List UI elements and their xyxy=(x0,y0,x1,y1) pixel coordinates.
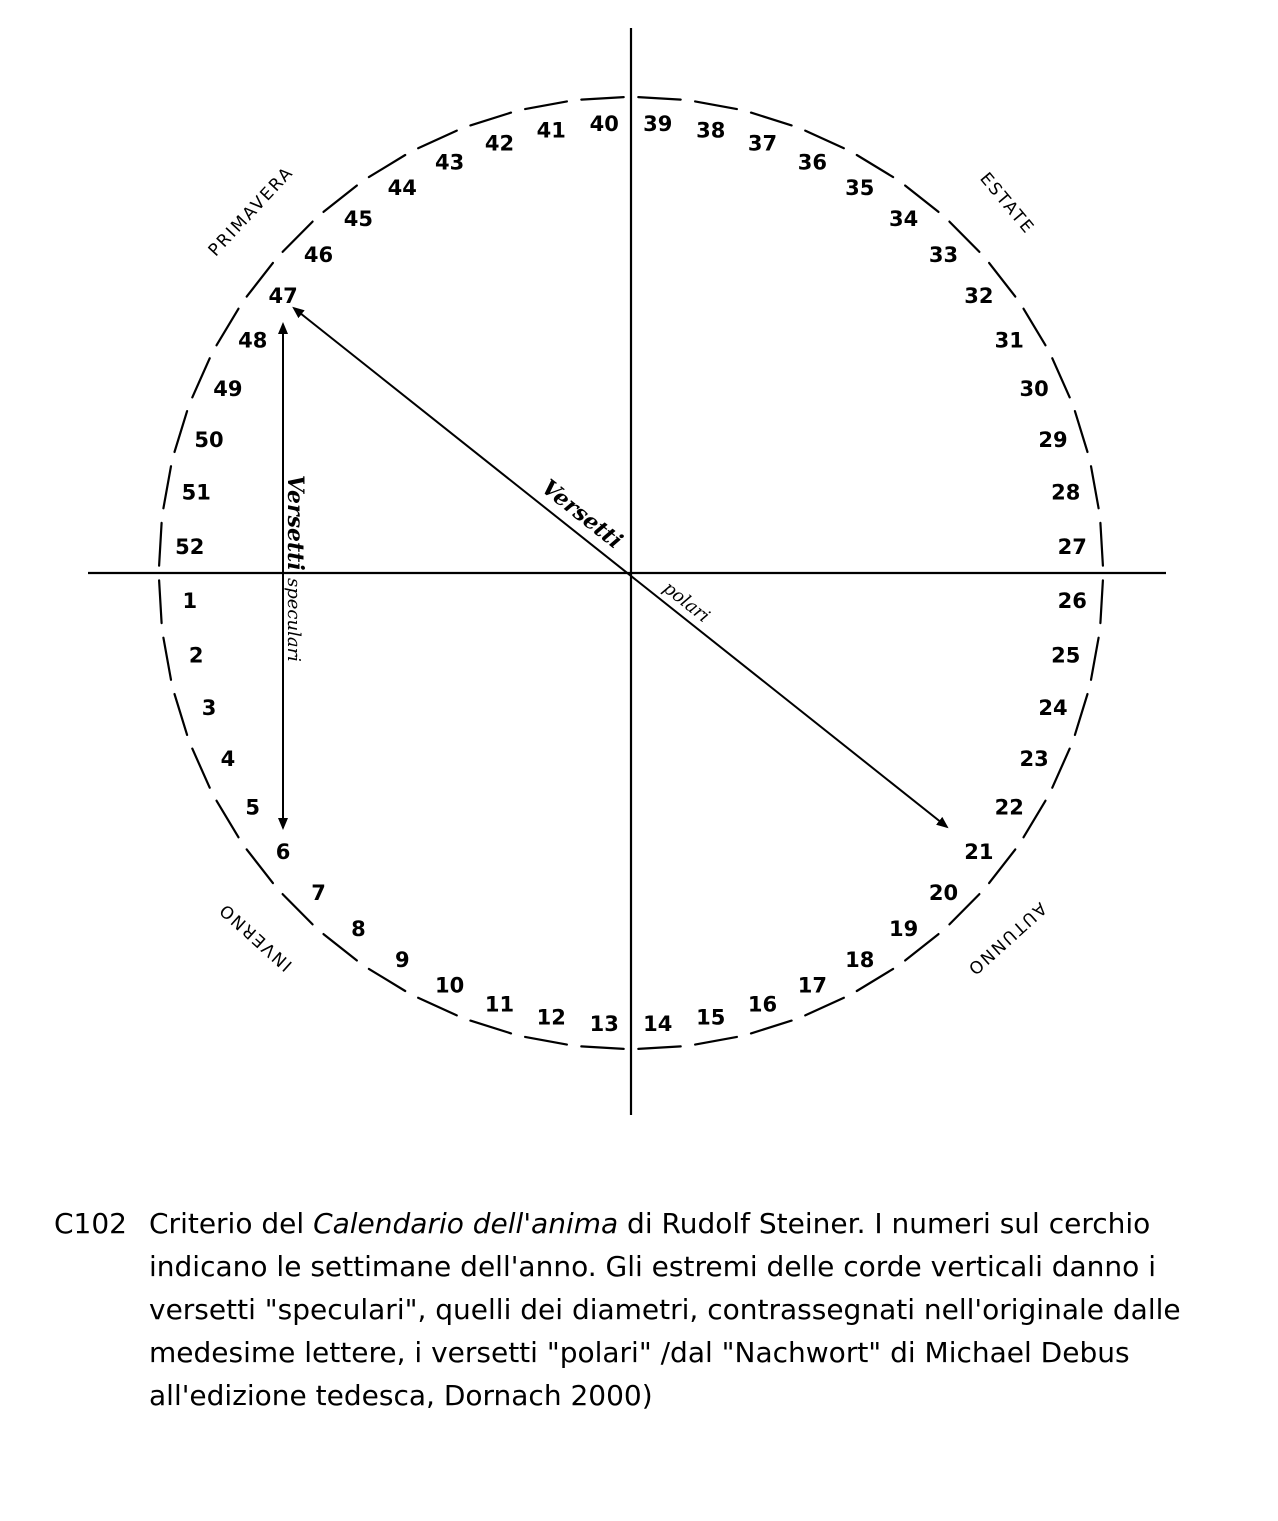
week-dash xyxy=(163,638,171,680)
week-number-18: 18 xyxy=(845,948,875,972)
week-dash xyxy=(1091,466,1099,508)
week-dash xyxy=(159,523,162,566)
week-number-27: 27 xyxy=(1057,534,1087,559)
week-dash xyxy=(470,1021,511,1034)
week-number-12: 12 xyxy=(536,1005,566,1030)
week-number-14: 14 xyxy=(643,1012,673,1037)
week-dash xyxy=(581,97,623,100)
week-number-23: 23 xyxy=(1019,747,1049,772)
week-number-25: 25 xyxy=(1051,643,1081,668)
week-number-8: 8 xyxy=(351,917,366,941)
week-dash xyxy=(418,131,457,149)
week-dash xyxy=(1100,523,1103,566)
week-number-1: 1 xyxy=(182,589,198,614)
week-number-49: 49 xyxy=(213,376,243,401)
week-dash xyxy=(1075,694,1088,735)
week-dash xyxy=(525,101,567,109)
week-dash xyxy=(857,969,893,991)
week-number-40: 40 xyxy=(589,111,619,136)
week-dash xyxy=(192,749,209,788)
week-number-4: 4 xyxy=(220,747,236,772)
caption-title: Calendario dell'anima xyxy=(313,1207,619,1240)
week-dash xyxy=(217,309,239,346)
week-number-13: 13 xyxy=(589,1012,619,1037)
week-dash xyxy=(1091,638,1099,680)
week-number-6: 6 xyxy=(275,840,291,865)
week-dash xyxy=(369,969,405,991)
week-dash xyxy=(805,131,844,149)
week-number-34: 34 xyxy=(888,207,919,231)
week-number-16: 16 xyxy=(747,992,778,1017)
week-number-24: 24 xyxy=(1038,696,1068,721)
season-label-winter: INVERNO xyxy=(214,898,297,975)
week-dash xyxy=(283,894,313,924)
week-number-43: 43 xyxy=(434,150,465,175)
week-number-15: 15 xyxy=(696,1005,726,1030)
week-dash xyxy=(695,1037,737,1045)
caption-text-after: di Rudolf Steiner. I numeri sul cerchio indicano le settimane dell'anno. Gli estremi delle corde verticali danno i versetti "speculari", quelli dei diametri, contrassegnati nell'originale dalle medesime lettere, i versetti "polari" /dal "Nachwort" di Michael Debus all'edizione tedesca, Dornach 2000) xyxy=(149,1207,1181,1412)
mirror-label-top: Versetti xyxy=(282,475,308,571)
week-dash xyxy=(217,801,239,838)
week-number-29: 29 xyxy=(1038,427,1068,452)
week-number-45: 45 xyxy=(343,207,374,231)
week-dash xyxy=(581,1046,623,1049)
week-number-17: 17 xyxy=(797,973,828,998)
week-number-36: 36 xyxy=(797,150,828,175)
week-number-47: 47 xyxy=(268,283,298,308)
week-number-21: 21 xyxy=(964,840,994,865)
week-dash xyxy=(1052,749,1069,788)
week-dash xyxy=(159,580,162,623)
week-number-5: 5 xyxy=(245,795,261,820)
week-dash xyxy=(1024,801,1046,838)
caption-id: C102 xyxy=(54,1207,127,1240)
week-dash xyxy=(175,694,188,735)
week-number-9: 9 xyxy=(394,948,410,972)
week-number-51: 51 xyxy=(181,480,211,505)
week-dash xyxy=(192,358,209,397)
week-number-46: 46 xyxy=(303,243,334,268)
week-number-39: 39 xyxy=(643,111,673,136)
week-number-33: 33 xyxy=(928,243,959,268)
week-number-2: 2 xyxy=(188,643,204,668)
week-number-31: 31 xyxy=(994,328,1024,353)
polar-label-bottom: polari xyxy=(658,577,714,628)
week-dash xyxy=(525,1037,567,1045)
week-dash xyxy=(638,1046,680,1049)
week-number-7: 7 xyxy=(311,880,326,905)
season-label-summer: ESTATE xyxy=(975,168,1039,239)
week-number-28: 28 xyxy=(1051,480,1081,505)
week-dash xyxy=(638,97,680,100)
week-number-3: 3 xyxy=(201,696,217,721)
week-number-41: 41 xyxy=(536,118,566,143)
week-number-48: 48 xyxy=(238,328,268,353)
week-number-35: 35 xyxy=(845,176,875,200)
week-dash xyxy=(751,1021,792,1034)
week-dash xyxy=(1052,358,1069,397)
week-dash xyxy=(1024,309,1046,346)
week-dash xyxy=(751,113,792,126)
week-number-37: 37 xyxy=(747,131,778,156)
polar-arrow xyxy=(300,313,947,827)
caption-text xyxy=(149,1202,1259,1417)
week-dash xyxy=(163,466,171,508)
week-number-26: 26 xyxy=(1057,589,1087,614)
caption-text-before: Criterio del xyxy=(149,1207,314,1240)
week-number-42: 42 xyxy=(484,131,515,156)
week-number-19: 19 xyxy=(888,917,919,941)
week-dash xyxy=(1075,411,1088,452)
week-dash xyxy=(175,411,188,452)
week-dash xyxy=(369,155,405,177)
week-number-50: 50 xyxy=(194,427,224,452)
week-number-22: 22 xyxy=(994,795,1024,820)
week-number-30: 30 xyxy=(1019,376,1049,401)
week-dash xyxy=(695,101,737,109)
week-dash xyxy=(1100,580,1103,623)
week-dash xyxy=(247,849,273,883)
week-number-10: 10 xyxy=(434,973,465,998)
week-dash xyxy=(805,998,844,1016)
week-number-38: 38 xyxy=(696,118,726,143)
week-number-20: 20 xyxy=(928,880,959,905)
season-label-autumn: AUTUNNO xyxy=(962,897,1051,980)
week-number-11: 11 xyxy=(484,992,515,1017)
week-number-44: 44 xyxy=(387,176,417,200)
polar-label-top: Versetti xyxy=(536,474,628,555)
mirror-label-bottom: speculari xyxy=(283,578,304,662)
week-dash xyxy=(470,113,511,126)
week-number-32: 32 xyxy=(964,283,994,308)
week-dash xyxy=(857,155,893,177)
week-dash xyxy=(418,998,457,1016)
season-label-spring: PRIMAVERA xyxy=(204,162,299,261)
week-number-52: 52 xyxy=(175,534,205,559)
